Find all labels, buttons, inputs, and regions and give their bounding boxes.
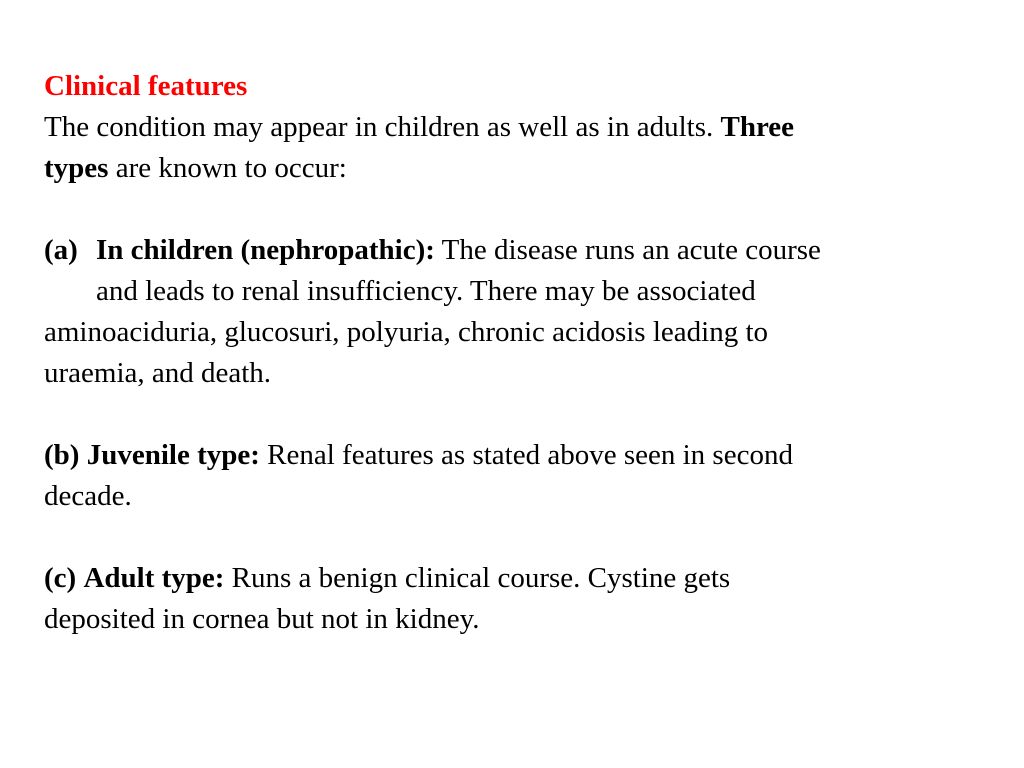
- item-c: [44, 558, 984, 640]
- item-a: [44, 230, 984, 394]
- item-b-label: (b): [44, 439, 80, 471]
- section-heading: Clinical features: [44, 70, 248, 102]
- slide-content: [44, 66, 984, 640]
- item-c-text-1: Runs a benign clinical course. Cystine gets: [231, 562, 731, 594]
- spacer: [44, 517, 984, 558]
- intro-bold-types: types: [44, 152, 109, 184]
- item-a-text-2: and leads to renal insufficiency. There may be associated: [96, 275, 756, 307]
- item-a-text-4: uraemia, and death.: [44, 357, 272, 389]
- item-c-text-2: deposited in cornea but not in kidney.: [44, 603, 480, 635]
- intro-bold-three: Three: [720, 111, 795, 143]
- spacer: [44, 189, 984, 230]
- item-b: [44, 435, 984, 517]
- intro-text-1: The condition may appear in children as well as in adults.: [44, 111, 714, 143]
- item-a-title: In children (nephropathic):: [96, 234, 435, 266]
- item-a-text-3: aminoaciduria, glucosuri, polyuria, chronic acidosis leading to: [44, 316, 768, 348]
- intro-text-2: are known to occur:: [115, 152, 347, 184]
- item-b-text-2: decade.: [44, 480, 132, 512]
- item-c-title: Adult type:: [83, 562, 225, 594]
- item-b-text-1: Renal features as stated above seen in second: [267, 439, 793, 471]
- item-a-label: (a): [44, 234, 78, 266]
- item-b-title: Juvenile type:: [86, 439, 260, 471]
- spacer: [44, 394, 984, 435]
- item-a-text-1: The disease runs an acute course: [441, 234, 821, 266]
- item-c-label: (c): [44, 562, 77, 594]
- intro-paragraph: [44, 107, 984, 189]
